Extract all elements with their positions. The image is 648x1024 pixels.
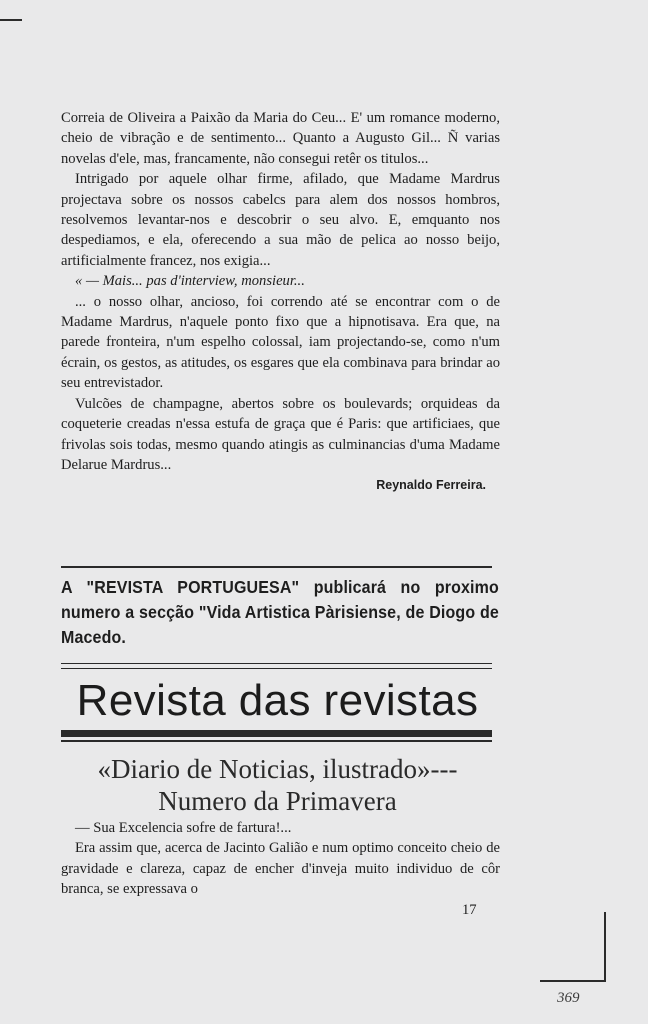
announcement: A "REVISTA PORTUGUESA" publicará no proximo numero a secção "Vida Artistica Pàrisiense, de Diogo de Macedo. <box>61 577 499 647</box>
article-paragraph: ... o nosso olhar, ancioso, foi correndo até se encontrar com o de Madame Mardrus, n'aquele ponto fixo que a hipnotisava. Era que, na parede fronteira, n'um espelho colossal, iam projectando-se, como n'um écrain, os gestos, as atitudes, os esgares que ela combinava para brindar ao seu entrevistador. <box>61 293 500 392</box>
review-heading: «Diario de Noticias, ilustrado»--- <box>97 754 458 784</box>
divider-rule <box>61 663 492 664</box>
scan-edge-mark <box>0 19 22 21</box>
section-title: Revista das revistas <box>76 676 479 725</box>
article-text <box>61 108 500 495</box>
divider-rule <box>61 668 492 669</box>
article-paragraph: Correia de Oliveira a Paixão da Maria do Ceu... E' um romance moderno, cheio de vibração e de sentimento... Quanto a Augusto Gil... Ñ varias novelas d'ele, mas, francamente, não consegui retêr os titulos... <box>61 110 500 167</box>
crop-mark <box>604 912 606 982</box>
article-quote: « — Mais... pas d'interview, monsieur... <box>75 273 305 290</box>
review-paragraph: Era assim que, acerca de Jacinto Galião e num optimo conceito cheio de gravidade e clareza, capaz de encher d'inveja muito individuo de côr branca, se expressava o <box>61 840 500 898</box>
divider-rule <box>61 740 492 742</box>
review-text <box>61 818 500 900</box>
folio-number: 369 <box>557 990 580 1006</box>
review-subheading: Numero da Primavera <box>158 786 397 816</box>
article-paragraph: Intrigado por aquele olhar firme, afilado, que Madame Mardrus projectava sobre os nossos cabelcs para alem dos nossos hombros, resolvemos levantar-nos e descobrir o seu alvo. E, emquanto nos despediamos, e ela, oferecendo a sua mão de pelica ao nosso beijo, artificialmente francez, nos exigia... <box>61 171 500 269</box>
review-paragraph: — Sua Excelencia sofre de fartura!... <box>75 820 292 836</box>
divider-rule <box>61 566 492 568</box>
page-number: 17 <box>462 902 477 918</box>
author-signature: Reynaldo Ferreira. <box>376 478 486 493</box>
crop-mark <box>540 980 606 982</box>
heavy-rule <box>61 730 492 737</box>
article-paragraph: Vulcões de champagne, abertos sobre os boulevards; orquideas da coqueterie creadas n'essa estufa de graça que é Paris: que artificiaes, que frivolas sois todas, mesmo quando atingis as culminancias d'uma Madame Delarue Mardrus... <box>61 395 500 473</box>
